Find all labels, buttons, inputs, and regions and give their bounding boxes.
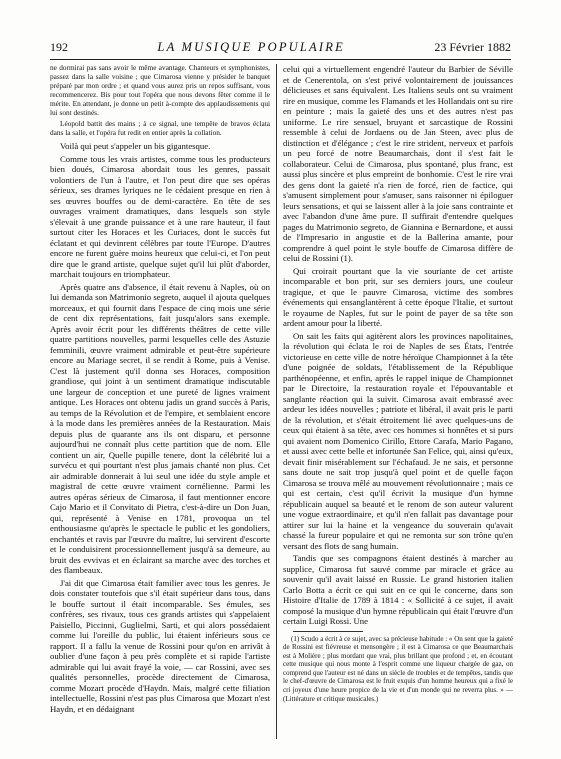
paragraph: On sait les faits qui agitèrent alors les provinces napolitaines, la révolution qui éclata le roi de Naples de ses États, l'entrée victorieuse en cette ville de notre héroïque Championnet à la tête d'une poignée de soldats, l'établissement de la République parthénopéenne, et enfin, après le rappel inique de Championnet par le Directoire, la restauration royale et l'épouvantable et sanglante réaction qui la suivit. Cimarosa avait embrassé avec ardeur les idées nouvelles ; patriote et libéral, il avait pris le parti de la révolution, et s'était étroitement lié avec quelques-uns de ceux qui étaient à sa tête, avec ces hommes si honnêtes et si purs qui avaient nom Domenico Cirillo, Ettore Carafa, Mario Pagano, et aussi avec cette belle et infortunée San Felice, qui, ainsi qu'eux, devait finir misérablement sur l'échafaud. Je ne sais, et personne sans doute ne sait trop jusqu'à quel point et de quelle façon Cimarosa se trouva mêlé au mouvement révolutionnaire ; mais ce qui est certain, c'est qu'il écrivit la musique d'un hymne républicain auquel sa beauté et le renom de son auteur valurent une vogue extraordinaire, et qu'il n'en fallait pas davantage pour attirer sur lui la haine et la vengeance du souverain qu'avait chassé la fureur populaire et qui ne remonta sur son trône qu'en versant des flots de sang humain. bbox=[283, 330, 513, 551]
page-header bbox=[50, 40, 511, 58]
right-column bbox=[283, 64, 513, 747]
issue-date: 23 Février 1882 bbox=[434, 40, 511, 54]
column-divider bbox=[276, 64, 277, 739]
footnote-rule bbox=[293, 631, 363, 632]
paragraph: ne dormirai pas sans avoir le même avantage. Chanteurs et symphonistes, passez dans la salle voisine ; que Cimarosa vienne y présider le banquet préparé par mon ordre ; et quand vous aurez pris un repos suffisant, vous recommencerez. Bis pour tout l'opéra que nous devons fêter comme il le mérite. En attendant, je donne un petit à-compte des applaudissements qui lui sont destinés. bbox=[50, 64, 270, 117]
header-rule bbox=[50, 59, 511, 60]
paragraph: Léopold battit des mains ; à ce signal, une tempête de bravos éclata dans la salle, et l'opéra fut redit en entier après la collation. bbox=[50, 119, 270, 138]
paragraph: Tandis que ses compagnons étaient destinés à marcher au supplice, Cimarosa fut sauvé comme par miracle et grâce au souvenir qu'il avait laissé en Russie. Le grand historien italien Carlo Botta a écrit ce qui suit en ce qui le concerne, dans son Histoire d'Italie de 1789 à 1814 : « Sollicité à ce sujet, il avait composé la musique d'un hymne républicain qui était l'œuvre d'un certain Luigi Rossi. Une bbox=[283, 553, 513, 626]
footnote: (1) Scudo a écrit à ce sujet, avec sa précieuse habitude : « On sent que la gaieté de Rossini est fiévreuse et mensongère ; il est à Cimarosa ce que Beaumarchais est à Molière ; plus mordant que vrai, plus brillant que profond ; et, en écoutant cette musique qui nous monte à l'esprit comme une liqueur chargée de gaz, on comprend que l'auteur est né dans un siècle de troubles et de tempêtes, tandis que le chef-d'œuvre de Cimarosa est le fruit exquis d'un homme heureux qui a fixé le cri joyeux d'une heure propice de la vie et d'un monde qui ne reverra plus. » — (Littérature et critique musicales.) bbox=[283, 634, 513, 703]
page-number: 192 bbox=[50, 40, 68, 54]
publication-title: LA MUSIQUE POPULAIRE bbox=[157, 40, 345, 54]
paragraph: J'ai dit que Cimarosa était familier avec tous les genres. Je dois constater toutefois que s'il était supérieur dans tous, dans le bouffe surtout il était incomparable. Ses émules, ses confrères, ses rivaux, tous ces grands artistes qui s'appelaient Paisiello, Piccinni, Guglielmi, Sarti, et qui alors possédaient comme lui l'oreille du public, lui étaient inférieurs sous ce rapport. Il a fallu la venue de Rossini pour qu'on en arrivât à oublier d'une façon à peu près complète et si rapide l'artiste admirable qui lui avait frayé la voie, — car Rossini, avec ses qualités personnelles, procède directement de Cimarosa, comme Mozart procède d'Haydn. Mais, malgré cette filiation intellectuelle, Rossini n'est pas plus Cimarosa que Mozart n'est Haydn, et en dédaignant bbox=[50, 577, 270, 714]
paragraph: Comme tous les vrais artistes, comme tous les producteurs bien doués, Cimarosa abordait tous les genres, passait volontiers de l'un à l'autre, et l'on peut dire que ses opéras sérieux, ses drames lyriques ne le cédaient presque en rien à ses œuvres bouffes ou de demi-caractère. En tête de ses ouvrages vraiment dramatiques, dans lesquels son style s'élevait à une grande puissance et à une rare hauteur, il faut surtout citer les Horaces et les Curiaces, dont le succès fut éclatant et qui devinrent célèbres par toute l'Europe. D'autres encore ne furent guère moins heureux que celui-ci, et l'on peut dire que le grand artiste, quelque sujet qu'il lui plût d'aborder, marchait toujours en triomphateur. bbox=[50, 153, 270, 280]
paragraph: Qui croirait pourtant que la vie souriante de cet artiste incomparable et bon prit, sur ses derniers jours, une couleur tragique, et que le pauvre Cimarosa, victime des sombres événements qui ensanglantèrent à cette époque l'Italie, et surtout le royaume de Naples, fut sur le point de payer de sa tête son ardent amour pour la liberté. bbox=[283, 265, 513, 328]
paragraph: Après quatre ans d'absence, il était revenu à Naples, où on lui demanda son Matrimonio segreto, auquel il ajouta quelques morceaux, et qui fournit dans l'espace de cinq mois une série de cent dix représentations, fait jusqu'alors sans exemple. Après avoir écrit pour les différents théâtres de cette ville quatre partitions nouvelles, parmi lesquelles celle des Astuzie femminili, œuvre vraiment admirable et peut-être supérieure encore au Mariage secret, il se rendit à Rome, puis à Venise. C'est là justement qu'il donna ses Horaces, composition grandiose, qui joint à un sentiment dramatique indiscutable une largeur de conception et une pureté de lignes vraiment antique. Les Horaces ont obtenu jadis un grand succès à Paris, au temps de la Révolution et de l'empire, et semblaient encore à la mode dans les premières années de la Restauration. Mais depuis plus de quarante ans ils ont disparu, et personne aujourd'hui ne connaît plus cette partition que de nom. Elle contient un air, Quelle pupille tenere, dont la célébrité lui a survécu et qui pourtant n'est plus jamais chanté non plus. Cet air admirable donnerait à lui seul une idée du style ample et magistral de cette œuvre vraiment cornélienne. Parmi les autres opéras sérieux de Cimarosa, il faut mentionner encore Cajo Mario et il Convitato di Pietra, c'est-à-dire un Don Juan, qui, représenté à Venise en 1781, provoqua un tel enthousiasme qu'après le spectacle le public et les gondoliers, enchantés et ravis par l'œuvre du maître, lui servirent d'escorte et le conduisirent processionnellement jusqu'à sa demeure, au bruit des evvivas et en éclairant sa marche avec des torches et des flambeaux. bbox=[50, 281, 270, 576]
paragraph: Voilà qui peut s'appeler un bis gigantesque. bbox=[60, 141, 211, 152]
paragraph: celui qui a virtuellement engendré l'auteur du Barbier de Séville et de Cenerentola, on s'est privé volontairement de jouissances délicieuses et sans équivalent. Les Italiens seuls ont su vraiment rire en musique, comme les Flamands et les Hollandais ont su rire en peinture ; mais la gaieté des uns et des autres n'est pas uniforme. Le rire sensuel, bruyant et sarcastique de Rossini ressemble à celui de Jordaens ou de Jan Steen, avec plus de distinction et d'élégance ; c'est le rire strident, nerveux et parfois un peu forcé de notre Beaumarchais, dont il s'est fait le collaborateur. Celui de Cimarosa, plus spontané, plus franc, est aussi plus sincère et plus empreint de bonhomie. C'est le rire vrai des gens dont la gaieté n'a rien de forcé, rien de factice, qui s'amusent simplement pour s'amuser, sans raisonner ni épiloguer leurs sensations, et qui se laissent aller à la joie sans contrainte et avec l'abandon d'une âme pure. Il suffirait d'entendre quelques pages du Matrimonio segreto, de Giannina e Bernardone, et aussi de l'Impresario in angustie et de la Ballerina amante, pour comprendre à quel point le style bouffe de Cimarosa diffère de celui de Rossini (1). bbox=[283, 64, 513, 263]
left-column bbox=[50, 64, 270, 747]
